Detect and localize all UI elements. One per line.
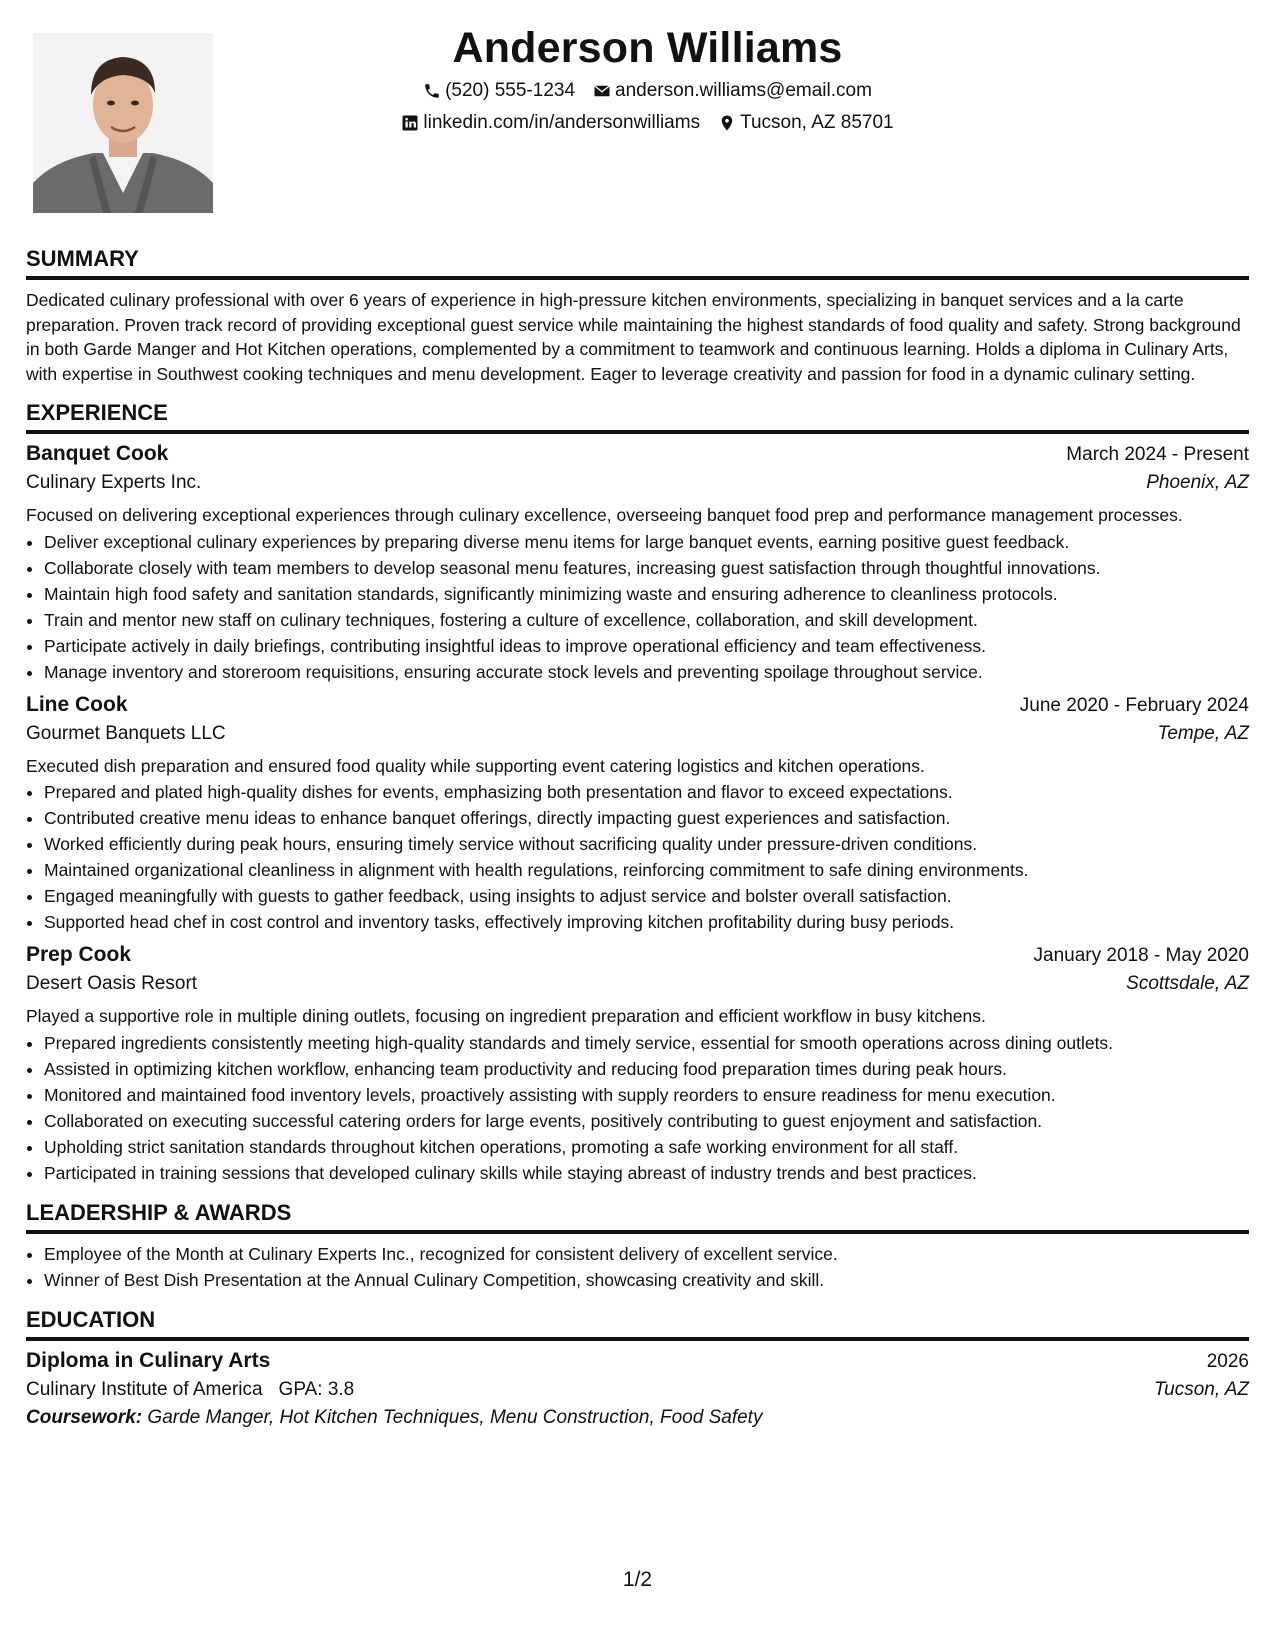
list-item: • Collaborated on executing successful catering orders for large events, positively contributing to guest enjoyment and satisfaction. [44,1108,1249,1134]
gpa-text: GPA: 3.8 [278,1378,355,1400]
job-entry [26,693,1249,936]
list-item: • Prepared ingredients consistently meeting high-quality standards and timely service, essential for smooth operations across dining outlets. [44,1030,1249,1056]
list-item: • Participated in training sessions that developed culinary skills while staying abreast of industry trends and best practices. [44,1160,1249,1186]
list-item: • Manage inventory and storeroom requisitions, ensuring accurate stock levels and preventing spoilage throughout service. [44,659,1249,685]
coursework-label: Coursework: [26,1406,143,1428]
linkedin-contact[interactable] [401,112,700,134]
list-item: • Collaborate closely with team members to develop seasonal menu features, increasing guest satisfaction through thoughtful innovations. [44,555,1249,581]
linkedin-icon [401,114,419,132]
job-title: Banquet Cook [26,442,169,465]
job-entry [26,943,1249,1186]
list-item: • Prepared and plated high-quality dishes for events, emphasizing both presentation and flavor to exceed expectations. [44,779,1249,805]
portrait-image [33,33,213,213]
summary-section [26,246,1249,386]
candidate-name: Anderson Williams [452,24,843,72]
job-location: Phoenix, AZ [1146,472,1249,493]
list-item: • Train and mentor new staff on culinary techniques, fostering a culture of excellence, collaboration, and skill development. [44,607,1249,633]
summary-heading: SUMMARY [26,246,1249,280]
job-dates: June 2020 - February 2024 [1019,694,1249,716]
job-description: Executed dish preparation and ensured food quality while supporting event catering logistics and kitchen operations. [26,755,925,776]
list-item: • Upholding strict sanitation standards throughout kitchen operations, promoting a safe working environment for all staff. [44,1134,1249,1160]
job-dates: January 2018 - May 2020 [1033,945,1249,966]
location-text: Tucson, AZ 85701 [740,112,894,133]
coursework-line [26,1407,1249,1429]
list-item: • Worked efficiently during peak hours, ensuring timely service without sacrificing quality under pressure-driven conditions. [44,831,1249,857]
list-item: • Contributed creative menu ideas to enhance banquet offerings, directly impacting guest experiences and satisfaction. [44,805,1249,831]
awards-list [26,1241,1249,1293]
degree-title: Diploma in Culinary Arts [26,1348,271,1372]
summary-text: Dedicated culinary professional with over 6 years of experience in high-pressure kitchen environments, specializing in banquet services and a la carte preparation. Proven track record of providing exceptional guest service while maintaining the highest standards of food quality and safety. Strong background in both Garde Manger and Hot Kitchen operations, complemented by a commitment to teamwork and continuous learning. Holds a diploma in Culinary Arts, with expertise in Southwest cooking techniques and menu development. Eager to leverage creativity and passion for food in a dynamic culinary setting. [26,290,1241,384]
education-header [26,1349,1249,1373]
list-item: • Winner of Best Dish Presentation at the Annual Culinary Competition, showcasing creativity and skill. [44,1267,1249,1293]
envelope-icon [593,82,611,100]
contact-line-2 [250,112,1045,134]
job-subheader [26,472,1249,494]
awards-section [26,1200,1249,1293]
list-item: • Engaged meaningfully with guests to gather feedback, using insights to adjust service and bolster overall satisfaction. [44,883,1249,909]
email-contact[interactable] [593,80,872,102]
job-company: Desert Oasis Resort [26,973,198,994]
job-header [26,693,1249,717]
list-item: • Assisted in optimizing kitchen workflow, enhancing team productivity and reducing food preparation times during peak hours. [44,1056,1249,1082]
job-subheader [26,723,1249,745]
job-bullets [26,529,1249,685]
list-item: • Monitored and maintained food inventory levels, proactively assisting with supply reorders to ensure readiness for menu execution. [44,1082,1249,1108]
awards-heading: LEADERSHIP & AWARDS [26,1200,1249,1234]
job-location: Scottsdale, AZ [1126,973,1249,994]
list-item: • Employee of the Month at Culinary Experts Inc., recognized for consistent delivery of excellent service. [44,1241,1249,1267]
job-location: Tempe, AZ [1157,722,1249,744]
list-item: • Deliver exceptional culinary experiences by preparing diverse menu items for large banquet events, earning positive guest feedback. [44,529,1249,555]
job-subheader [26,973,1249,995]
list-item: • Maintained organizational cleanliness in alignment with health regulations, reinforcing commitment to safe dining environments. [44,857,1249,883]
job-bullets [26,779,1249,935]
page-number: 1/2 [622,1568,653,1591]
job-entry [26,442,1249,685]
resume-header [250,22,1045,134]
school-location: Tucson, AZ [1153,1378,1249,1400]
job-header [26,943,1249,967]
experience-section [26,400,1249,1186]
job-header [26,442,1249,466]
resume-body [26,246,1249,1429]
phone-contact[interactable] [423,80,575,102]
map-pin-icon [718,114,736,132]
job-company: Gourmet Banquets LLC [26,722,226,744]
school-name: Culinary Institute of America [26,1378,263,1400]
education-subheader [26,1379,1249,1401]
job-description: Focused on delivering exceptional experiences through culinary excellence, overseeing banquet food prep and performance management processes. [26,505,1183,525]
job-title: Line Cook [26,692,128,716]
phone-icon [423,82,441,100]
experience-heading: EXPERIENCE [26,400,1249,434]
job-title: Prep Cook [26,943,132,966]
graduation-year: 2026 [1206,1350,1249,1372]
coursework-text: Garde Manger, Hot Kitchen Techniques, Menu Construction, Food Safety [147,1406,763,1428]
job-dates: March 2024 - Present [1066,444,1249,465]
phone-text: (520) 555-1234 [445,80,576,101]
education-heading: EDUCATION [26,1307,1249,1341]
profile-photo [33,33,213,213]
education-section [26,1307,1249,1429]
list-item: • Participate actively in daily briefings, contributing insightful ideas to improve operational efficiency and team effectiveness. [44,633,1249,659]
linkedin-text: linkedin.com/in/andersonwilliams [423,112,701,133]
contact-line-1 [250,80,1045,102]
list-item: • Supported head chef in cost control and inventory tasks, effectively improving kitchen profitability during busy periods. [44,909,1249,935]
location-contact [718,112,894,134]
school-line [26,1379,354,1401]
job-description: Played a supportive role in multiple dining outlets, focusing on ingredient preparation and efficient workflow in busy kitchens. [26,1006,986,1026]
job-bullets [26,1030,1249,1186]
list-item: • Maintain high food safety and sanitation standards, significantly minimizing waste and ensuring adherence to cleanliness protocols. [44,581,1249,607]
email-text: anderson.williams@email.com [615,80,872,101]
job-company: Culinary Experts Inc. [26,472,202,493]
